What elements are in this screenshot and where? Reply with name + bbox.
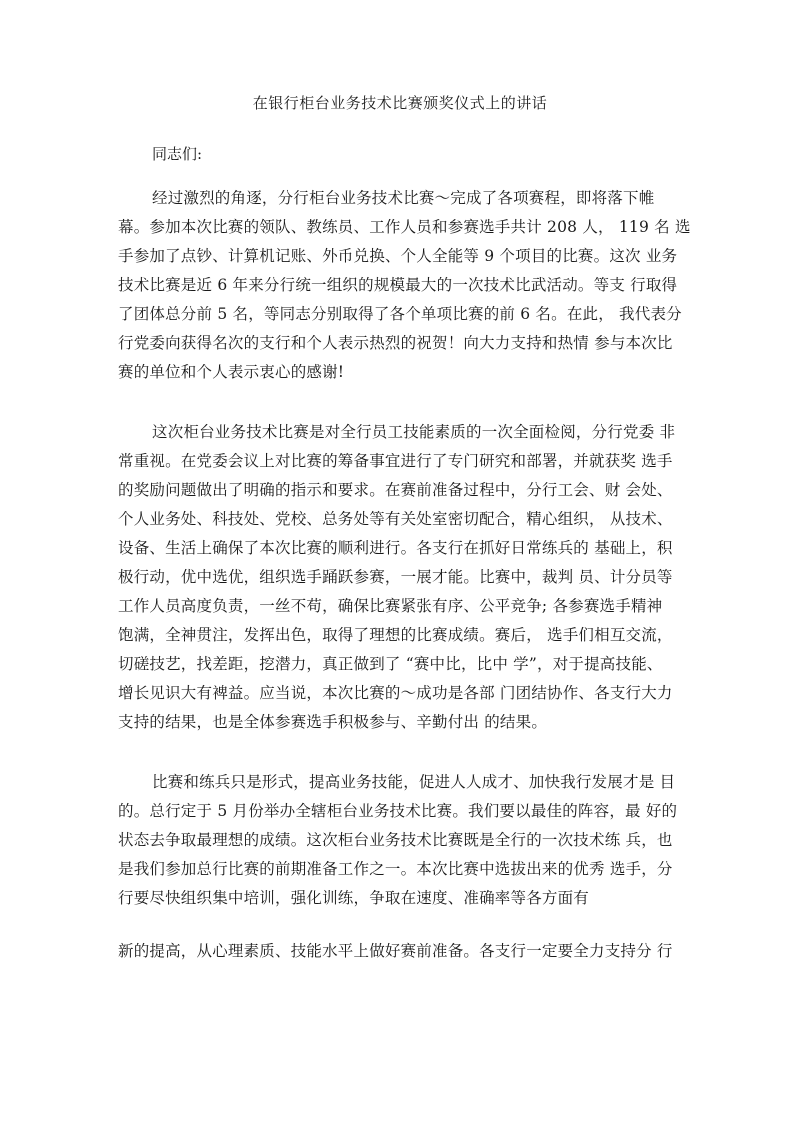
paragraph-1-line-5: 了团体总分前 5 名，等同志分别取得了各个单项比赛的前 6 名。在此， 我代表分 <box>118 305 682 323</box>
paragraph-1-line-2: 幕。参加本次比赛的领队、教练员、工作人员和参赛选手共计 208 人， 119 名 选 <box>118 218 691 236</box>
paragraph-2-line-11: 支持的结果，也是全体参赛选手积极参与、辛勤付出 的结果。 <box>118 713 548 731</box>
paragraph-2-line-5: 设备、生活上确保了本次比赛的顺利进行。各支行在抓好日常练兵的 基础上，积 <box>118 539 673 557</box>
paragraph-2-line-7: 工作人员高度负责，一丝不苟，确保比赛紧张有序、公平竞争; 各参赛选手精神 <box>118 597 663 615</box>
paragraph-2-line-3: 的奖励问题做出了明确的指示和要求。在赛前准备过程中，分行工会、财 会处、 <box>118 481 673 499</box>
paragraph-1-line-6: 行党委向获得名次的支行和个人表示热烈的祝贺！向大力支持和热情 参与本次比 <box>118 334 673 352</box>
paragraph-3-line-1: 比赛和练兵只是形式，提高业务技能，促进人人成才、加快我行发展才是 目 <box>152 773 676 791</box>
paragraph-2-line-2: 常重视。在党委会议上对比赛的筹备事宜进行了专门研究和部署，并就获奖 选手 <box>118 452 673 470</box>
paragraph-2-line-10: 增长见识大有裨益。应当说，本次比赛的〜成功是各部 门团结协作、各支行大力 <box>118 684 673 702</box>
paragraph-4-line-1: 新的提高，从心理素质、技能水平上做好赛前准备。各支行一定要全力支持分 行 <box>118 942 673 960</box>
paragraph-3-line-4: 是我们参加总行比赛的前期准备工作之一。本次比赛中选拔出来的优秀 选手，分 <box>118 860 673 878</box>
document-title: 在银行柜台业务技术比赛颁奖仪式上的讲话 <box>252 94 548 112</box>
paragraph-1-line-4: 技术比赛是近 6 年来分行统一组织的规模最大的一次技术比武活动。等支 行取得 <box>118 276 678 294</box>
paragraph-2-line-4: 个人业务处、科技处、党校、总务处等有关处室密切配合，精心组织， 从技术、 <box>118 510 673 528</box>
paragraph-1-line-1: 经过激烈的角逐，分行柜台业务技术比赛〜完成了各项赛程，即将落下帷 <box>152 189 655 207</box>
paragraph-1-line-7: 赛的单位和个人表示衷心的感谢! <box>118 363 345 381</box>
paragraph-2-line-1: 这次柜台业务技术比赛是对全行员工技能素质的一次全面检阅，分行党委 非 <box>152 423 676 441</box>
paragraph-3-line-3: 状态去争取最理想的成绩。这次柜台业务技术比赛既是全行的一次技术练 兵，也 <box>118 831 673 849</box>
paragraph-2-line-9: 切磋技艺，找差距，挖潜力，真正做到了 “赛中比，比中 学”，对于提高技能、 <box>118 655 663 673</box>
paragraph-2-line-6: 极行动，优中选优，组织选手踊跃参赛，一展才能。比赛中，裁判 员、计分员等 <box>118 568 673 586</box>
paragraph-1-line-3: 手参加了点钞、计算机记账、外币兑换、个人全能等 9 个项目的比赛。这次 业务 <box>118 247 678 265</box>
paragraph-2-line-8: 饱满，全神贯注，发挥出色，取得了理想的比赛成绩。赛后， 选手们相互交流， <box>118 626 673 644</box>
salutation: 同志们: <box>152 145 203 163</box>
paragraph-3-line-5: 行要尽快组织集中培训，强化训练，争取在速度、准确率等各方面有 <box>118 889 590 907</box>
paragraph-3-line-2: 的。总行定于 5 月份举办全辖柜台业务技术比赛。我们要以最佳的阵容，最 好的 <box>118 802 678 820</box>
